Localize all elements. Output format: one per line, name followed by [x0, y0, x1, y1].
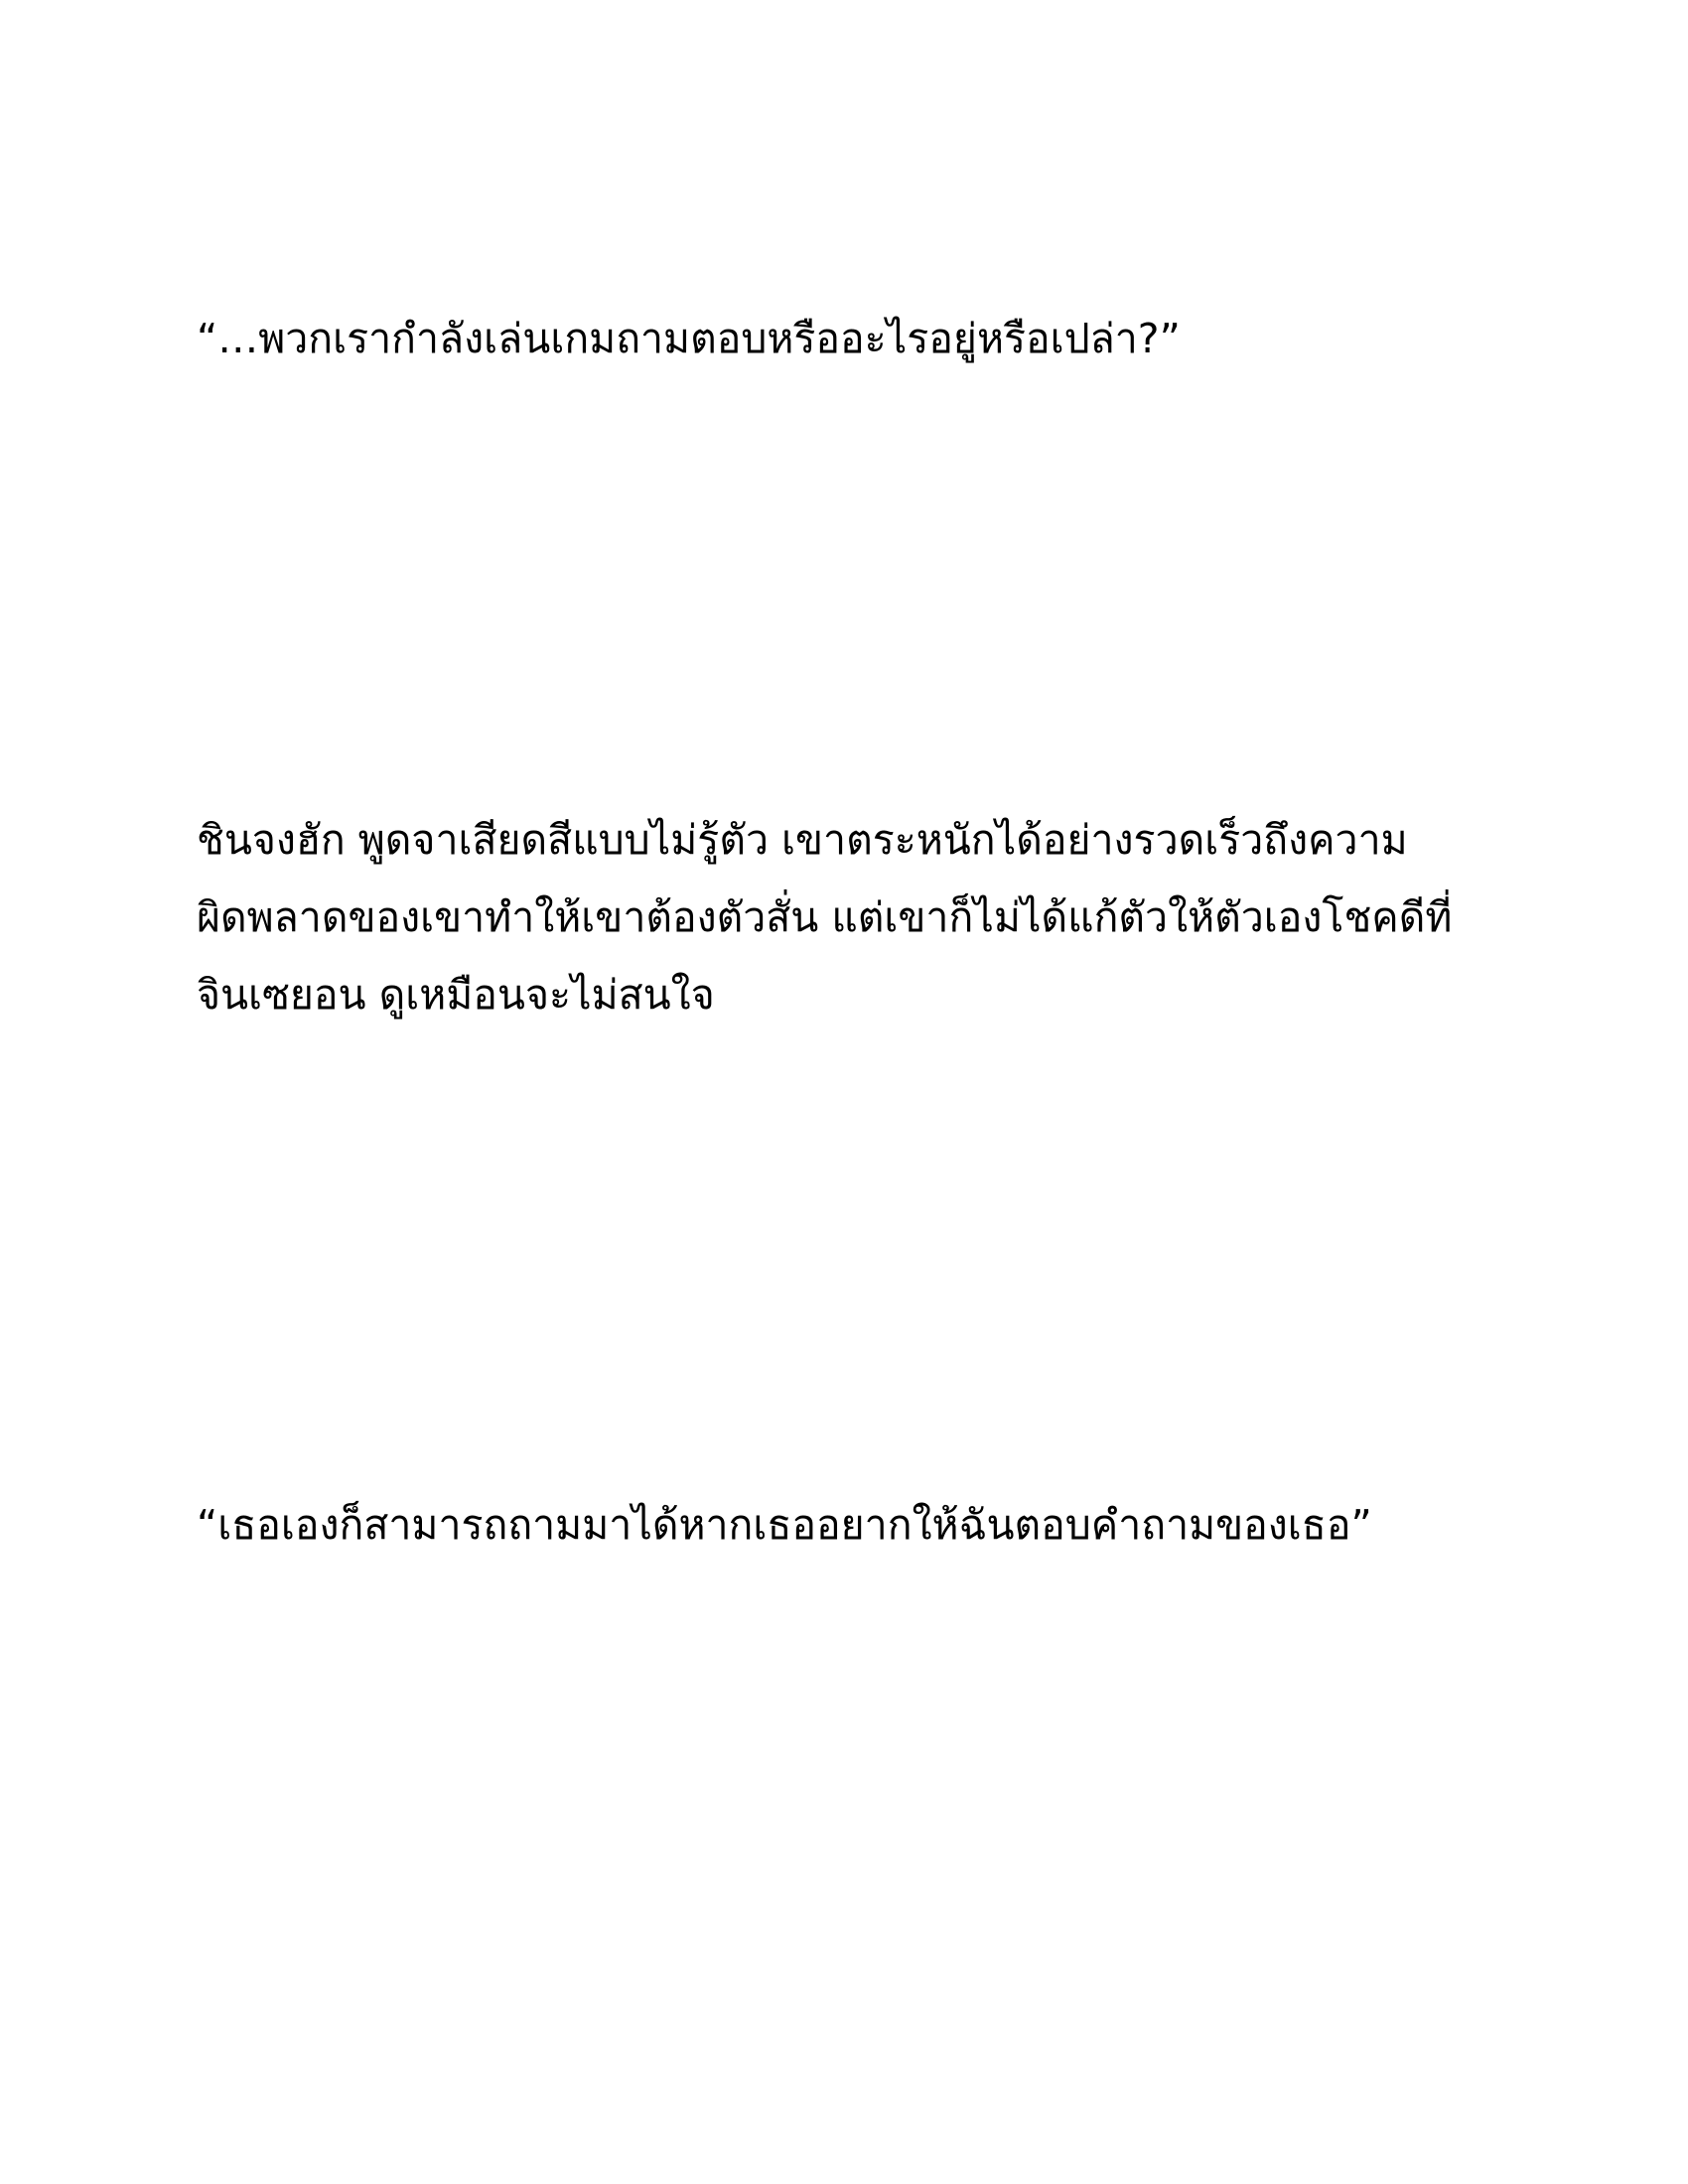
text-line: จินเซยอน ดูเหมือนจะไม่สนใจ	[197, 971, 715, 1019]
dialogue-paragraph-2	[197, 1486, 1507, 1564]
text-line: ชินจงฮัก พูดจาเสียดสีแบบไม่รู้ตัว เขาตระหนักได้อย่างรวดเร็วถึงความ	[197, 816, 1408, 864]
text-line: ผิดพลาดของเขาทำให้เขาต้องตัวสั่น แต่เขาก็ไม่ได้แก้ตัวให้ตัวเองโชคดีที่	[197, 893, 1453, 941]
narration-paragraph	[197, 801, 1507, 1033]
text-line: “เธอเองก็สามารถถามมาได้หากเธออยากให้ฉันตอบคำถามของเธอ”	[197, 1501, 1372, 1549]
dialogue-paragraph-1	[197, 300, 1507, 377]
text-line: “…พวกเรากำลังเล่นเกมถามตอบหรืออะไรอยู่หรือเปล่า?”	[197, 315, 1181, 362]
